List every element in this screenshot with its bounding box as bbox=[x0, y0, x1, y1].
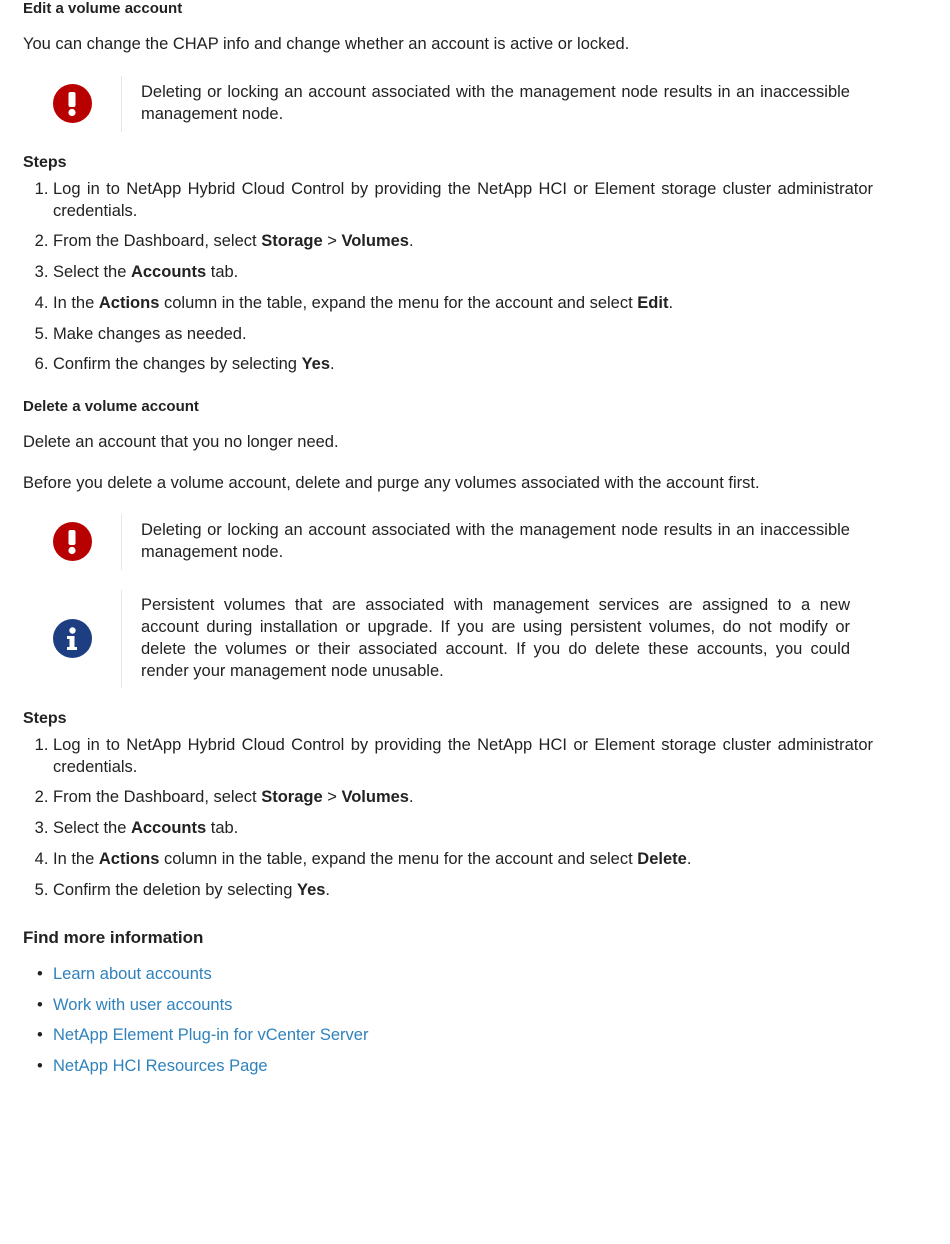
note-text: Persistent volumes that are associated with management services are assigned to a new account during installation or upgrade. If you are using persistent volumes, do not modify or delete the volumes or their associated account. If you do delete these accounts, you could render your management node unusable. bbox=[141, 596, 850, 680]
work-with-user-accounts-link[interactable]: Work with user accounts bbox=[53, 995, 233, 1014]
edit-section-intro: You can change the CHAP info and change whether an account is active or locked. bbox=[23, 35, 630, 53]
steps-heading: Steps bbox=[23, 709, 67, 727]
info-circle-icon bbox=[53, 619, 92, 658]
warning-admonition bbox=[23, 76, 873, 132]
step-item: 4. In the Actions column in the table, expand the menu for the account and select Delete. bbox=[53, 849, 873, 871]
delete-section-prereq: Before you delete a volume account, delete and purge any volumes associated with the account first. bbox=[23, 474, 760, 492]
step-item: 3. Select the Accounts tab. bbox=[53, 818, 873, 840]
step-item: 2. From the Dashboard, select Storage > Volumes. bbox=[53, 787, 873, 809]
document-page bbox=[23, 0, 873, 1087]
steps-heading: Steps bbox=[23, 153, 67, 171]
warning-text: Deleting or locking an account associated with the management node results in an inaccessible management node. bbox=[141, 83, 850, 123]
admonition-icon-cell bbox=[23, 76, 122, 132]
step-item: 4. In the Actions column in the table, expand the menu for the account and select Edit. bbox=[53, 293, 873, 315]
learn-about-accounts-link[interactable]: Learn about accounts bbox=[53, 964, 212, 983]
step-item: 1. Log in to NetApp Hybrid Cloud Control by providing the NetApp HCI or Element storage cluster administrator credentials. bbox=[53, 179, 873, 223]
admonition-icon-cell bbox=[23, 514, 122, 570]
related-link-item bbox=[37, 995, 873, 1017]
admonition-icon-cell bbox=[23, 590, 122, 688]
element-plugin-vcenter-link[interactable]: NetApp Element Plug-in for vCenter Server bbox=[53, 1026, 369, 1045]
related-link-item bbox=[37, 964, 873, 986]
delete-section-title: Delete a volume account bbox=[23, 398, 199, 416]
find-more-heading: Find more information bbox=[23, 928, 204, 948]
step-item: 5. Make changes as needed. bbox=[53, 324, 873, 346]
step-item: 5. Confirm the deletion by selecting Yes. bbox=[53, 880, 873, 902]
exclamation-circle-icon bbox=[53, 522, 92, 561]
edit-section-title: Edit a volume account bbox=[23, 0, 183, 17]
delete-steps-list bbox=[23, 735, 873, 902]
exclamation-circle-icon bbox=[53, 84, 92, 123]
note-admonition bbox=[23, 590, 873, 688]
step-item: 3. Select the Accounts tab. bbox=[53, 262, 873, 284]
step-item: 6. Confirm the changes by selecting Yes. bbox=[53, 354, 873, 376]
hci-resources-page-link[interactable]: NetApp HCI Resources Page bbox=[53, 1057, 268, 1076]
edit-steps-list bbox=[23, 179, 873, 376]
related-links-list bbox=[23, 964, 873, 1078]
step-item: 2. From the Dashboard, select Storage > Volumes. bbox=[53, 231, 873, 253]
related-link-item bbox=[37, 1056, 873, 1078]
related-link-item bbox=[37, 1025, 873, 1047]
warning-admonition bbox=[23, 514, 873, 570]
warning-text: Deleting or locking an account associated with the management node results in an inaccessible management node. bbox=[141, 521, 850, 561]
delete-section-intro: Delete an account that you no longer need. bbox=[23, 433, 339, 452]
step-item: 1. Log in to NetApp Hybrid Cloud Control by providing the NetApp HCI or Element storage cluster administrator credentials. bbox=[53, 735, 873, 779]
